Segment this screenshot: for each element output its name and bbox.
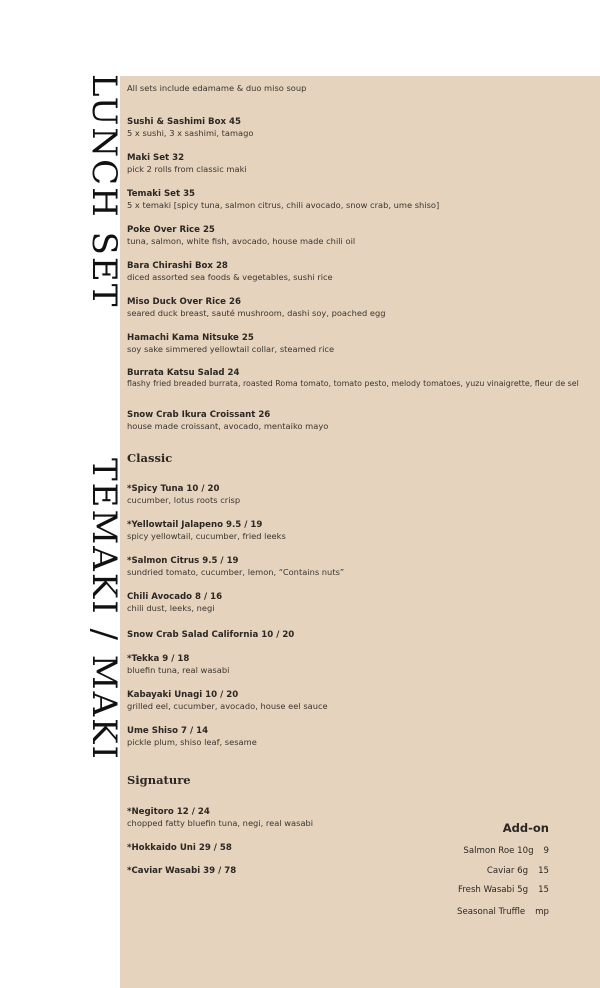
addon-item: [487, 866, 549, 876]
signature-item-title: *Caviar Wasabi 39 / 78: [127, 866, 237, 876]
lunch-item-title: Hamachi Kama Nitsuke 25: [127, 333, 254, 343]
classic-item-title: *Yellowtail Jalapeno 9.5 / 19: [127, 520, 263, 530]
classic-item-desc: grilled eel, cucumber, avocado, house eel sauce: [127, 701, 328, 711]
addon-item-price: 15: [538, 866, 549, 876]
classic-heading: Classic: [127, 451, 173, 465]
lunch-item-desc: 5 x temaki [spicy tuna, salmon citrus, chili avocado, snow crab, ume shiso]: [127, 200, 440, 210]
classic-item-desc: sundried tomato, cucumber, lemon, “Contains nuts”: [127, 567, 345, 577]
classic-item-desc: cucumber, lotus roots crisp: [127, 495, 241, 505]
lunch-item-title: Bara Chirashi Box 28: [127, 261, 228, 271]
classic-item-desc: bluefin tuna, real wasabi: [127, 665, 230, 675]
addon-item: [457, 907, 549, 917]
classic-item-title: Snow Crab Salad California 10 / 20: [127, 630, 295, 640]
classic-item-title: *Tekka 9 / 18: [127, 654, 190, 664]
signature-item-desc: chopped fatty bluefin tuna, negi, real wasabi: [127, 818, 314, 828]
classic-item-desc: pickle plum, shiso leaf, sesame: [127, 737, 257, 747]
addon-item-name: Salmon Roe 10g: [463, 846, 534, 856]
signature-item-title: *Negitoro 12 / 24: [127, 807, 210, 817]
addon-item-price: 9: [543, 846, 549, 856]
lunch-note: All sets include edamame & duo miso soup: [127, 83, 307, 93]
lunch-item-title: Sushi & Sashimi Box 45: [127, 117, 241, 127]
lunch-item-desc: seared duck breast, sauté mushroom, dashi soy, poached egg: [127, 308, 386, 318]
classic-item-title: *Spicy Tuna 10 / 20: [127, 484, 220, 494]
addon-heading: Add-on: [502, 821, 549, 835]
lunch-item-desc: tuna, salmon, white fish, avocado, house made chili oil: [127, 236, 356, 246]
addon-item: [458, 885, 549, 895]
lunch-item-title: Temaki Set 35: [127, 189, 196, 199]
lunch-item-title: Burrata Katsu Salad 24: [127, 368, 240, 378]
addon-item-name: Fresh Wasabi 5g: [458, 885, 529, 895]
classic-item-title: Kabayaki Unagi 10 / 20: [127, 690, 239, 700]
classic-item-desc: chili dust, leeks, negi: [127, 603, 215, 613]
signature-item-title: *Hokkaido Uni 29 / 58: [127, 843, 232, 853]
lunch-item-title: Miso Duck Over Rice 26: [127, 297, 241, 307]
classic-item-title: *Salmon Citrus 9.5 / 19: [127, 556, 239, 566]
lunch-set-heading: LUNCH SET: [84, 74, 124, 309]
lunch-item-title: Maki Set 32: [127, 153, 185, 163]
lunch-item-desc: flashy fried breaded burrata, roasted Roma tomato, tomato pesto, melody tomatoes, yuzu vinaigrette, fleur de sel: [127, 379, 579, 388]
addon-item-price: mp: [535, 907, 549, 917]
lunch-item-title: Snow Crab Ikura Croissant 26: [127, 410, 271, 420]
lunch-item-desc: soy sake simmered yellowtail collar, steamed rice: [127, 344, 335, 354]
classic-item-title: Chili Avocado 8 / 16: [127, 592, 223, 602]
classic-item-desc: spicy yellowtail, cucumber, fried leeks: [127, 531, 286, 541]
addon-item: [463, 846, 549, 856]
addon-item-name: Seasonal Truffle: [457, 907, 526, 917]
signature-heading: Signature: [127, 773, 191, 787]
addon-item-price: 15: [538, 885, 549, 895]
lunch-item-desc: house made croissant, avocado, mentaiko mayo: [127, 421, 329, 431]
addon-item-name: Caviar 6g: [486, 866, 529, 876]
temaki-maki-heading: TEMAKI / MAKI: [84, 458, 124, 761]
lunch-item-desc: pick 2 rolls from classic maki: [127, 164, 247, 174]
lunch-item-desc: 5 x sushi, 3 x sashimi, tamago: [127, 128, 254, 138]
lunch-item-title: Poke Over Rice 25: [127, 225, 215, 235]
classic-item-title: Ume Shiso 7 / 14: [127, 726, 209, 736]
lunch-item-desc: diced assorted sea foods & vegetables, sushi rice: [127, 272, 333, 282]
